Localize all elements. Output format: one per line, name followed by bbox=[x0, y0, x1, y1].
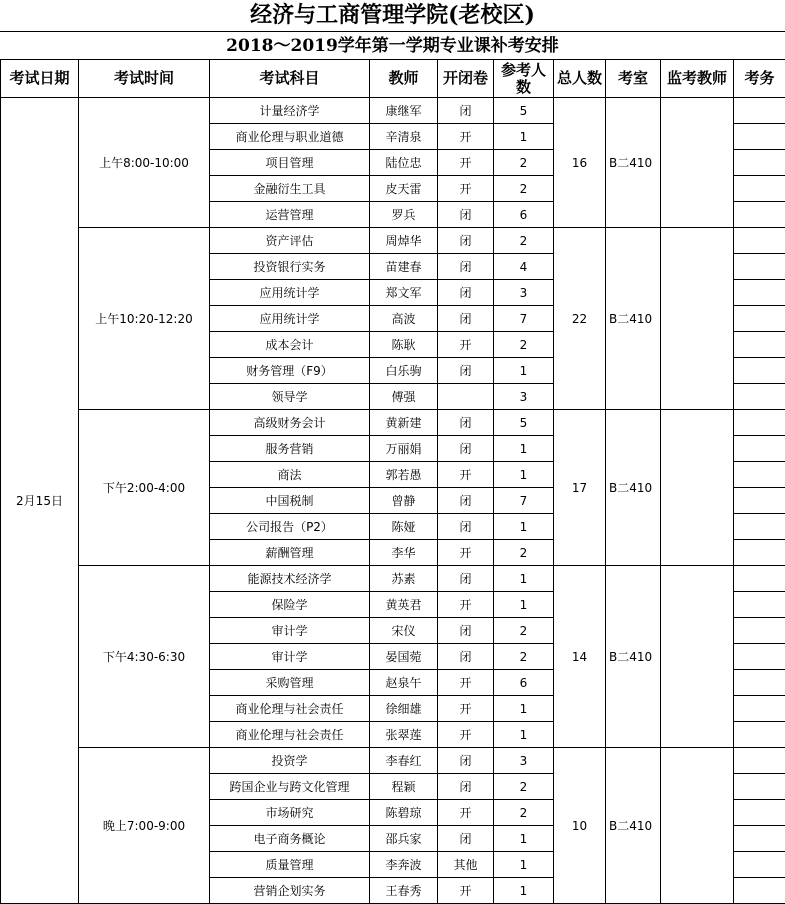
session-room: B二410 bbox=[606, 748, 661, 904]
teacher-cell: 陈碧琼 bbox=[370, 800, 438, 826]
session-time: 上午8:00-10:00 bbox=[79, 98, 210, 228]
count-cell: 3 bbox=[494, 384, 554, 410]
mode-cell: 闭 bbox=[438, 826, 494, 852]
header-row bbox=[1, 60, 785, 98]
subject-cell: 跨国企业与跨文化管理 bbox=[210, 774, 370, 800]
affairs-cell bbox=[734, 488, 785, 514]
affairs-cell bbox=[734, 306, 785, 332]
mode-cell: 开 bbox=[438, 670, 494, 696]
count-cell: 1 bbox=[494, 826, 554, 852]
header-mode: 开闭卷 bbox=[438, 60, 494, 98]
teacher-cell: 王春秀 bbox=[370, 878, 438, 904]
subject-cell: 投资银行实务 bbox=[210, 254, 370, 280]
teacher-cell: 苏素 bbox=[370, 566, 438, 592]
mode-cell: 闭 bbox=[438, 410, 494, 436]
count-cell: 2 bbox=[494, 228, 554, 254]
subject-cell: 中国税制 bbox=[210, 488, 370, 514]
mode-cell: 开 bbox=[438, 150, 494, 176]
subject-cell: 营销企划实务 bbox=[210, 878, 370, 904]
mode-cell: 闭 bbox=[438, 436, 494, 462]
teacher-cell: 皮天雷 bbox=[370, 176, 438, 202]
count-cell: 2 bbox=[494, 150, 554, 176]
mode-cell: 闭 bbox=[438, 202, 494, 228]
affairs-cell bbox=[734, 618, 785, 644]
mode-cell: 闭 bbox=[438, 98, 494, 124]
table-row bbox=[1, 228, 785, 254]
affairs-cell bbox=[734, 358, 785, 384]
subject-cell: 项目管理 bbox=[210, 150, 370, 176]
affairs-cell bbox=[734, 566, 785, 592]
count-cell: 2 bbox=[494, 176, 554, 202]
teacher-cell: 苗建春 bbox=[370, 254, 438, 280]
affairs-cell bbox=[734, 384, 785, 410]
header-total: 总人数 bbox=[554, 60, 606, 98]
mode-cell: 闭 bbox=[438, 280, 494, 306]
mode-cell: 闭 bbox=[438, 774, 494, 800]
session-time: 上午10:20-12:20 bbox=[79, 228, 210, 410]
affairs-cell bbox=[734, 592, 785, 618]
affairs-cell bbox=[734, 150, 785, 176]
affairs-cell bbox=[734, 332, 785, 358]
subject-cell: 商法 bbox=[210, 462, 370, 488]
subject-cell: 财务管理（F9） bbox=[210, 358, 370, 384]
affairs-cell bbox=[734, 202, 785, 228]
affairs-cell bbox=[734, 124, 785, 150]
count-cell: 1 bbox=[494, 436, 554, 462]
subject-cell: 成本会计 bbox=[210, 332, 370, 358]
subject-cell: 应用统计学 bbox=[210, 280, 370, 306]
subject-cell: 审计学 bbox=[210, 644, 370, 670]
teacher-cell: 程颖 bbox=[370, 774, 438, 800]
invigilator-cell bbox=[661, 98, 734, 228]
teacher-cell: 万丽娟 bbox=[370, 436, 438, 462]
session-total: 22 bbox=[554, 228, 606, 410]
count-cell: 3 bbox=[494, 748, 554, 774]
count-cell: 3 bbox=[494, 280, 554, 306]
teacher-cell: 白乐驹 bbox=[370, 358, 438, 384]
subject-cell: 采购管理 bbox=[210, 670, 370, 696]
subject-cell: 商业伦理与社会责任 bbox=[210, 722, 370, 748]
teacher-cell: 晏国菀 bbox=[370, 644, 438, 670]
mode-cell: 开 bbox=[438, 878, 494, 904]
session-total: 10 bbox=[554, 748, 606, 904]
mode-cell: 开 bbox=[438, 462, 494, 488]
count-cell: 5 bbox=[494, 98, 554, 124]
mode-cell: 开 bbox=[438, 722, 494, 748]
exam-date: 2月15日 bbox=[1, 98, 79, 904]
table-row bbox=[1, 566, 785, 592]
teacher-cell: 罗兵 bbox=[370, 202, 438, 228]
mode-cell: 闭 bbox=[438, 306, 494, 332]
header-subject: 考试科目 bbox=[210, 60, 370, 98]
session-time: 下午4:30-6:30 bbox=[79, 566, 210, 748]
teacher-cell: 李春红 bbox=[370, 748, 438, 774]
affairs-cell bbox=[734, 98, 785, 124]
session-time: 下午2:00-4:00 bbox=[79, 410, 210, 566]
subject-cell: 服务营销 bbox=[210, 436, 370, 462]
count-cell: 1 bbox=[494, 514, 554, 540]
subject-cell: 商业伦理与社会责任 bbox=[210, 696, 370, 722]
mode-cell: 闭 bbox=[438, 358, 494, 384]
mode-cell: 闭 bbox=[438, 748, 494, 774]
schedule-body bbox=[1, 98, 785, 904]
affairs-cell bbox=[734, 254, 785, 280]
teacher-cell: 陈娅 bbox=[370, 514, 438, 540]
mode-cell: 开 bbox=[438, 124, 494, 150]
count-cell: 4 bbox=[494, 254, 554, 280]
mode-cell: 开 bbox=[438, 800, 494, 826]
subject-cell: 运营管理 bbox=[210, 202, 370, 228]
teacher-cell: 傅强 bbox=[370, 384, 438, 410]
count-cell: 2 bbox=[494, 332, 554, 358]
session-total: 17 bbox=[554, 410, 606, 566]
affairs-cell bbox=[734, 176, 785, 202]
count-cell: 1 bbox=[494, 852, 554, 878]
mode-cell: 开 bbox=[438, 332, 494, 358]
mode-cell: 开 bbox=[438, 540, 494, 566]
table-row bbox=[1, 98, 785, 124]
header-room: 考室 bbox=[606, 60, 661, 98]
count-cell: 1 bbox=[494, 696, 554, 722]
header-affairs: 考务 bbox=[734, 60, 785, 98]
table-row bbox=[1, 748, 785, 774]
page-subtitle: 2018～2019学年第一学期专业课补考安排 bbox=[0, 31, 785, 59]
count-cell: 1 bbox=[494, 566, 554, 592]
mode-cell: 开 bbox=[438, 696, 494, 722]
header-teacher: 教师 bbox=[370, 60, 438, 98]
count-cell: 2 bbox=[494, 774, 554, 800]
count-cell: 2 bbox=[494, 644, 554, 670]
subject-cell: 能源技术经济学 bbox=[210, 566, 370, 592]
affairs-cell bbox=[734, 878, 785, 904]
invigilator-cell bbox=[661, 566, 734, 748]
subject-cell: 计量经济学 bbox=[210, 98, 370, 124]
session-room: B二410 bbox=[606, 410, 661, 566]
count-cell: 1 bbox=[494, 592, 554, 618]
affairs-cell bbox=[734, 540, 785, 566]
mode-cell bbox=[438, 384, 494, 410]
affairs-cell bbox=[734, 748, 785, 774]
affairs-cell bbox=[734, 228, 785, 254]
teacher-cell: 陈耿 bbox=[370, 332, 438, 358]
invigilator-cell bbox=[661, 228, 734, 410]
teacher-cell: 辛清泉 bbox=[370, 124, 438, 150]
count-cell: 7 bbox=[494, 306, 554, 332]
subject-cell: 审计学 bbox=[210, 618, 370, 644]
session-room: B二410 bbox=[606, 228, 661, 410]
affairs-cell bbox=[734, 436, 785, 462]
teacher-cell: 郭若愚 bbox=[370, 462, 438, 488]
mode-cell: 闭 bbox=[438, 566, 494, 592]
count-cell: 1 bbox=[494, 462, 554, 488]
affairs-cell bbox=[734, 280, 785, 306]
subject-cell: 投资学 bbox=[210, 748, 370, 774]
count-cell: 6 bbox=[494, 202, 554, 228]
mode-cell: 闭 bbox=[438, 488, 494, 514]
count-cell: 7 bbox=[494, 488, 554, 514]
subject-cell: 应用统计学 bbox=[210, 306, 370, 332]
subject-cell: 电子商务概论 bbox=[210, 826, 370, 852]
teacher-cell: 徐细雄 bbox=[370, 696, 438, 722]
teacher-cell: 张翠莲 bbox=[370, 722, 438, 748]
mode-cell: 其他 bbox=[438, 852, 494, 878]
count-cell: 1 bbox=[494, 124, 554, 150]
invigilator-cell bbox=[661, 410, 734, 566]
header-count: 参考人数 bbox=[494, 60, 554, 98]
count-cell: 5 bbox=[494, 410, 554, 436]
table-row bbox=[1, 410, 785, 436]
header-date: 考试日期 bbox=[1, 60, 79, 98]
subject-cell: 市场研究 bbox=[210, 800, 370, 826]
page-title: 经济与工商管理学院(老校区) bbox=[0, 0, 785, 31]
header-invigilator: 监考教师 bbox=[661, 60, 734, 98]
session-room: B二410 bbox=[606, 566, 661, 748]
subject-cell: 保险学 bbox=[210, 592, 370, 618]
affairs-cell bbox=[734, 774, 785, 800]
affairs-cell bbox=[734, 852, 785, 878]
teacher-cell: 曾静 bbox=[370, 488, 438, 514]
count-cell: 1 bbox=[494, 722, 554, 748]
teacher-cell: 宋仪 bbox=[370, 618, 438, 644]
teacher-cell: 李奔波 bbox=[370, 852, 438, 878]
teacher-cell: 李华 bbox=[370, 540, 438, 566]
affairs-cell bbox=[734, 722, 785, 748]
subject-cell: 商业伦理与职业道德 bbox=[210, 124, 370, 150]
subject-cell: 金融衍生工具 bbox=[210, 176, 370, 202]
subject-cell: 公司报告（P2） bbox=[210, 514, 370, 540]
subject-cell: 高级财务会计 bbox=[210, 410, 370, 436]
session-time: 晚上7:00-9:00 bbox=[79, 748, 210, 904]
mode-cell: 闭 bbox=[438, 514, 494, 540]
subject-cell: 资产评估 bbox=[210, 228, 370, 254]
invigilator-cell bbox=[661, 748, 734, 904]
affairs-cell bbox=[734, 826, 785, 852]
teacher-cell: 黄新建 bbox=[370, 410, 438, 436]
subject-cell: 质量管理 bbox=[210, 852, 370, 878]
count-cell: 1 bbox=[494, 358, 554, 384]
mode-cell: 闭 bbox=[438, 254, 494, 280]
subject-cell: 领导学 bbox=[210, 384, 370, 410]
count-cell: 1 bbox=[494, 878, 554, 904]
mode-cell: 闭 bbox=[438, 228, 494, 254]
count-cell: 2 bbox=[494, 540, 554, 566]
session-total: 14 bbox=[554, 566, 606, 748]
count-cell: 2 bbox=[494, 800, 554, 826]
mode-cell: 闭 bbox=[438, 618, 494, 644]
affairs-cell bbox=[734, 696, 785, 722]
teacher-cell: 黄英君 bbox=[370, 592, 438, 618]
affairs-cell bbox=[734, 410, 785, 436]
affairs-cell bbox=[734, 462, 785, 488]
header-time: 考试时间 bbox=[79, 60, 210, 98]
teacher-cell: 陆位忠 bbox=[370, 150, 438, 176]
teacher-cell: 康继军 bbox=[370, 98, 438, 124]
teacher-cell: 郑文军 bbox=[370, 280, 438, 306]
affairs-cell bbox=[734, 644, 785, 670]
affairs-cell bbox=[734, 670, 785, 696]
teacher-cell: 高波 bbox=[370, 306, 438, 332]
subject-cell: 薪酬管理 bbox=[210, 540, 370, 566]
affairs-cell bbox=[734, 514, 785, 540]
session-total: 16 bbox=[554, 98, 606, 228]
count-cell: 6 bbox=[494, 670, 554, 696]
mode-cell: 开 bbox=[438, 176, 494, 202]
count-cell: 2 bbox=[494, 618, 554, 644]
teacher-cell: 赵泉午 bbox=[370, 670, 438, 696]
affairs-cell bbox=[734, 800, 785, 826]
session-room: B二410 bbox=[606, 98, 661, 228]
mode-cell: 开 bbox=[438, 592, 494, 618]
mode-cell: 闭 bbox=[438, 644, 494, 670]
teacher-cell: 邵兵家 bbox=[370, 826, 438, 852]
exam-schedule-table bbox=[0, 59, 785, 904]
teacher-cell: 周焯华 bbox=[370, 228, 438, 254]
